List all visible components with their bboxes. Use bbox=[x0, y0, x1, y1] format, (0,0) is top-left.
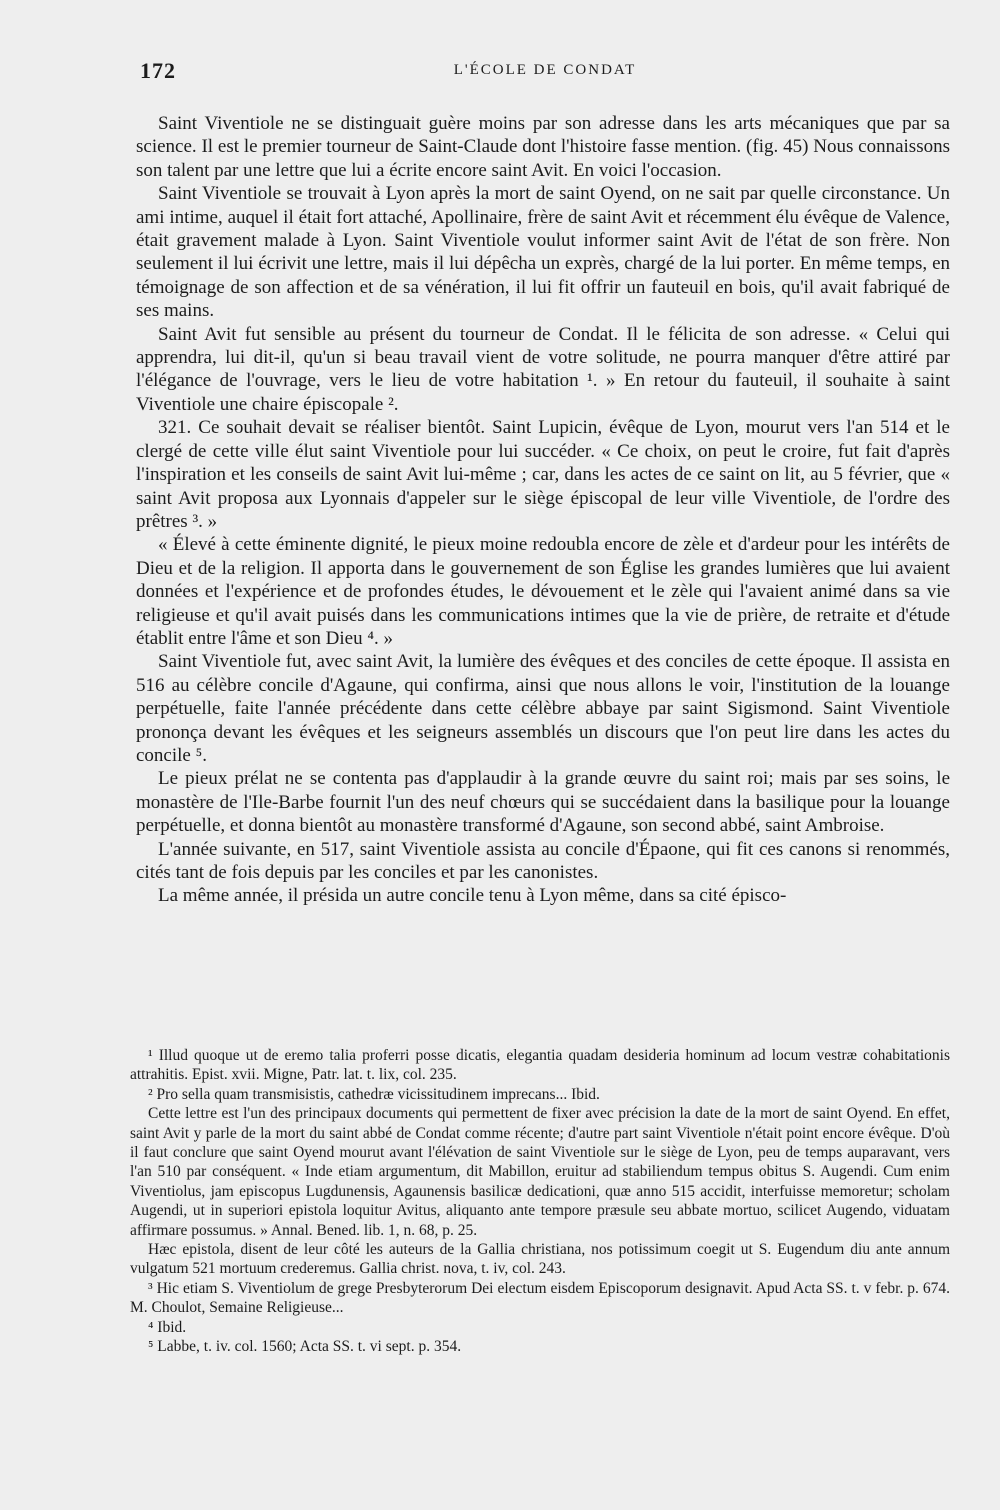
footnote: ⁴ Ibid. bbox=[148, 1318, 187, 1336]
paragraph: Saint Avit fut sensible au présent du tourneur de Condat. Il le félicita de son adresse. « Celui qui apprendra, lui dit-il, qu'un si beau travail vient de votre solitude, ne pourra manquer d'être attiré par l'élégance de l'ouvrage, vers le lieu de votre habitation ¹. » En retour du fauteuil, il souhaite à saint Viventiole une chaire épiscopale ². bbox=[136, 323, 950, 415]
main-text bbox=[136, 112, 950, 908]
page-number: 172 bbox=[140, 58, 176, 83]
paragraph: « Élevé à cette éminente dignité, le pieux moine redoubla encore de zèle et d'ardeur pour les intérêts de Dieu et de la religion. Il apporta dans le gouvernement de son Église les grandes lumières que lui avaient données et l'expérience et de profondes études, le dévouement et le zèle qui l'avaient animé dans sa vie religieuse et qu'il avait puisés dans les communications intimes que la vie de prière, de retraite et d'étude établit entre l'âme et son Dieu ⁴. » bbox=[136, 534, 950, 649]
footnotes bbox=[130, 1046, 950, 1357]
paragraph: La même année, il présida un autre concile tenu à Lyon même, dans sa cité épisco- bbox=[158, 885, 787, 907]
footnote: ¹ Illud quoque ut de eremo talia proferri posse dicatis, elegantia quadam desideria hominum ad locum vestræ cohabitationis attrahitis. Epist. xvii. Migne, Patr. lat. t. lix, col. 235. bbox=[130, 1047, 950, 1084]
footnote: ⁵ Labbe, t. iv. col. 1560; Acta SS. t. vi sept. p. 354. bbox=[148, 1338, 462, 1356]
paragraph: Le pieux prélat ne se contenta pas d'applaudir à la grande œuvre du saint roi; mais par ses soins, le monastère de l'Ile-Barbe fournit l'un des neuf chœurs qui se succédaient dans la basilique pour la louange perpétuelle, et donna bientôt au monastère transformé d'Agaune, son second abbé, saint Ambroise. bbox=[136, 768, 950, 837]
footnote: ² Pro sella quam transmisistis, cathedræ vicissitudinem imprecans... Ibid. bbox=[148, 1085, 600, 1103]
paragraph: Saint Viventiole ne se distinguait guère moins par son adresse dans les arts mécaniques que par sa science. Il est le premier tourneur de Saint-Claude dont l'histoire fasse mention. (fig. 45) Nous connaissons son talent par une lettre que lui a écrite encore saint Avit. En voici l'occasion. bbox=[136, 113, 950, 181]
footnote-continuation: Cette lettre est l'un des principaux documents qui permettent de fixer avec précision la date de la mort de saint Oyend. En effet, saint Avit y parle de la mort du saint abbé de Condat comme récente; d'autre part saint Viventiole n'était point encore évêque. D'où il faut conclure que saint Oyend mourut avant l'élévation de saint Viventiole sur le siège de Lyon, peu de temps auparavant, vers l'an 510 par conséquent. « Inde etiam argumentum, dit Mabillon, eruitur ad stabiliendum tempus obitus S. Augendi. Cum enim Viventiolus, jam episcopus Lugdunensis, Agaunensis basilicæ dedicationi, quæ anno 515 accidit, interfuisse memoretur; scholam Augendi, ut in superiori epistola loquitur Avitus, aliquanto ante tempore præsule seu abbate mortuo, scilicet Augendo, viduatam affirmare possumus. » Annal. Bened. lib. 1, n. 68, p. 25. bbox=[130, 1105, 950, 1239]
running-title: L'ÉCOLE DE CONDAT bbox=[453, 62, 637, 78]
footnote: ³ Hic etiam S. Viventiolum de grege Presbyterorum Dei electum eisdem Episcoporum designavit. Apud Acta SS. t. v febr. p. 674. M. Choulot, Semaine Religieuse... bbox=[130, 1279, 950, 1317]
paragraph: Saint Viventiole fut, avec saint Avit, la lumière des évêques et des conciles de cette époque. Il assista en 516 au célèbre concile d'Agaune, qui confirma, ainsi que nous allons le voir, l'institution de la louange perpétuelle, faite l'année précédente dans cette célèbre abbaye par saint Sigismond. Saint Viventiole prononça devant les évêques et les seigneurs assemblés un discours que l'on peut lire dans les actes du concile ⁵. bbox=[136, 651, 950, 766]
footnote-continuation: Hæc epistola, disent de leur côté les auteurs de la Gallia christiana, nos potissimum coegit ut S. Eugendum diu ante annum vulgatum 521 mortuum crederemus. Gallia christ. nova, t. iv, col. 243. bbox=[130, 1241, 950, 1278]
paragraph: 321. Ce souhait devait se réaliser bientôt. Saint Lupicin, évêque de Lyon, mourut vers l'an 514 et le clergé de cette ville élut saint Viventiole pour lui succéder. « Ce choix, on peut le croire, fut fait d'après l'inspiration et les conseils de saint Avit lui-même ; car, dans les actes de ce saint on lit, au 5 février, que « saint Avit proposa aux Lyonnais d'appeler sur le siège épiscopal de leur ville Viventiole, de l'ordre des prêtres ³. » bbox=[136, 417, 950, 532]
paragraph: Saint Viventiole se trouvait à Lyon après la mort de saint Oyend, on ne sait par quelle circonstance. Un ami intime, auquel il était fort attaché, Apollinaire, frère de saint Avit et récemment élu évêque de Valence, était gravement malade à Lyon. Saint Viventiole voulut informer saint Avit de l'état de son frère. Non seulement il lui écrivit une lettre, mais il lui dépêcha un exprès, chargé de la lui porter. En même temps, en témoignage de son affection et de sa vénération, il lui fit offrir un fauteuil en bois, qu'il avait fabriqué de ses mains. bbox=[136, 183, 950, 322]
paragraph: L'année suivante, en 517, saint Viventiole assista au concile d'Épaone, qui fit ces canons si renommés, cités tant de fois depuis par les conciles et par les canonistes. bbox=[136, 838, 950, 883]
page-header bbox=[140, 58, 950, 92]
